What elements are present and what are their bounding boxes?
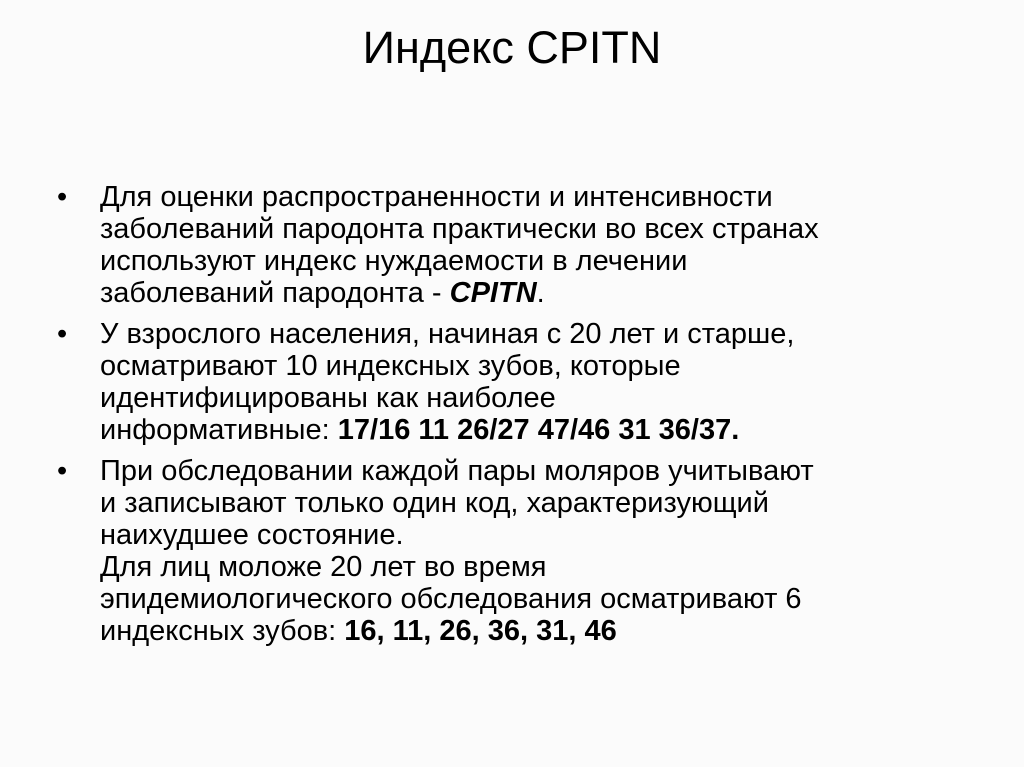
- bullet-line: [100, 487, 975, 519]
- bullet-line: [100, 245, 975, 277]
- line-text: У взрослого населения, начиная с 20 лет и старше,: [100, 318, 795, 350]
- bullet-list: [55, 181, 975, 656]
- line-text: используют индекс нуждаемости в лечении: [100, 245, 688, 277]
- bullet-line: [100, 277, 975, 309]
- line-text: эпидемиологического обследования осматривают 6: [100, 583, 802, 615]
- tooth-numbers: 16, 11, 26, 36, 31, 46: [344, 615, 617, 647]
- line-tail: .: [536, 277, 545, 309]
- bullet-item: [55, 318, 975, 446]
- line-text: наихудшее состояние.: [100, 519, 404, 551]
- line-text: При обследовании каждой пары моляров учитывают: [100, 455, 814, 487]
- line-text: информативные:: [100, 414, 338, 446]
- bullet-icon: •: [57, 181, 68, 213]
- line-text: Для лиц моложе 20 лет во время: [100, 551, 547, 583]
- bullet-line: [100, 519, 975, 551]
- bullet-icon: •: [57, 318, 68, 350]
- line-text: Для оценки распространенности и интенсивности: [100, 181, 773, 213]
- bullet-line: [100, 382, 975, 414]
- bullet-line: [100, 615, 975, 647]
- bullet-line: [100, 583, 975, 615]
- line-text: осматривают 10 индексных зубов, которые: [100, 350, 681, 382]
- line-text: и записывают только один код, характеризующий: [100, 487, 769, 519]
- line-text: заболеваний пародонта практически во всех странах: [100, 213, 819, 245]
- line-text: заболеваний пародонта -: [100, 277, 450, 309]
- index-name: CPITN: [449, 277, 537, 309]
- slide-title: Индекс CPITN: [362, 22, 662, 73]
- bullet-icon: •: [57, 455, 68, 487]
- bullet-line: [100, 455, 975, 487]
- line-text: индексных зубов:: [100, 615, 345, 647]
- bullet-line: [100, 350, 975, 382]
- bullet-item: [55, 181, 975, 309]
- tooth-numbers: 17/16 11 26/27 47/46 31 36/37.: [337, 414, 740, 446]
- bullet-line: [100, 213, 975, 245]
- line-text: идентифицированы как наиболее: [100, 382, 556, 414]
- bullet-item: [55, 455, 975, 647]
- bullet-line: [100, 414, 975, 446]
- bullet-line: [100, 551, 975, 583]
- bullet-line: [100, 318, 975, 350]
- bullet-line: [100, 181, 975, 213]
